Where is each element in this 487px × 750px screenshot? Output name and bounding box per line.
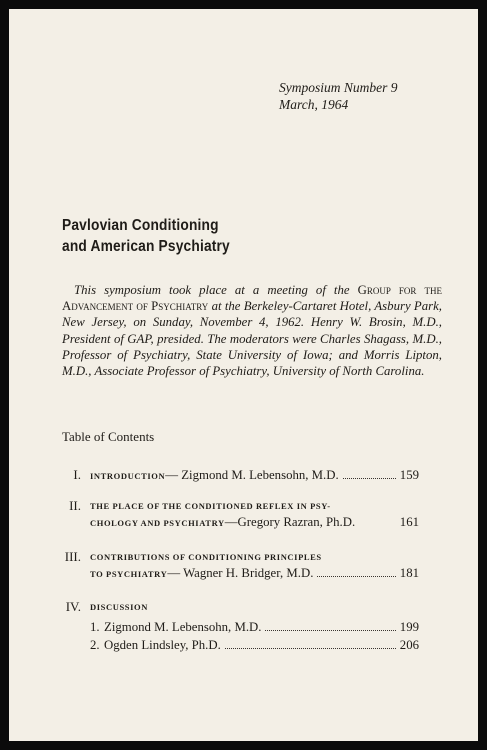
page-title: [62, 215, 230, 257]
toc-entry-number: II.: [69, 498, 81, 513]
title-line-2: and American Psychiatry: [62, 238, 230, 255]
toc-entry-author: — Zigmond M. Lebensohn, M.D.: [165, 468, 339, 482]
toc-subentry-page: 199: [399, 620, 419, 634]
symposium-number: Symposium Number 9: [279, 80, 398, 95]
document-page: [9, 9, 478, 741]
intro-part-2: at the Berkeley-Cartaret Hotel, Asbury Park, New Jersey, on Sunday, November 4, 1962. Henry W. Brosin, M.D., President of GAP, presided. The moderators were Charles Shagass, M.D., Professor of Psychiatry, State University of Iowa; and Morris Lipton, M.D., Associate Professor of Psychiatry, University of North Carolina.: [62, 299, 442, 379]
toc-subentry-number: 1.: [90, 620, 100, 634]
leader-dots: [265, 629, 395, 631]
symposium-date: March, 1964: [279, 97, 349, 112]
toc-heading: Table of Contents: [62, 429, 155, 444]
toc-entry-author: — Wagner H. Bridger, M.D.: [167, 566, 314, 580]
toc-entry-title-line-2: TO PSYCHIATRY: [90, 569, 168, 579]
toc-entry-page: 181: [399, 566, 419, 580]
toc-entry-title-line-2: CHOLOGY AND PSYCHIATRY: [90, 518, 225, 528]
intro-organization: Group for the Advancement of Psychiatry: [62, 283, 442, 314]
toc-entry-title-line-1: CONTRIBUTIONS OF CONDITIONING PRINCIPLES: [90, 552, 322, 562]
intro-part-1: This symposium took place at a meeting of the: [74, 283, 358, 297]
leader-dots: [225, 647, 396, 649]
toc-entry-page: 161: [399, 515, 419, 529]
toc-entry-page: 159: [399, 468, 419, 482]
toc-entry-author: —Gregory Razran, Ph.D.: [224, 515, 356, 529]
toc-entry-number: IV.: [65, 599, 81, 614]
toc-entry-number: III.: [64, 549, 81, 564]
toc-subentry-author: Ogden Lindsley, Ph.D.: [104, 638, 221, 652]
toc-entry-title-line-1: THE PLACE OF THE CONDITIONED REFLEX IN PSY-: [90, 501, 331, 511]
toc-entry-number: I.: [73, 467, 81, 482]
title-line-1: Pavlovian Conditioning: [62, 217, 219, 234]
toc-subentry-author: Zigmond M. Lebensohn, M.D.: [104, 620, 262, 634]
intro-paragraph: [62, 282, 442, 379]
leader-dots: [317, 575, 395, 577]
toc-entry-title: DISCUSSION: [90, 602, 148, 612]
toc-subentry-number: 2.: [90, 638, 100, 652]
leader-dots: [343, 477, 396, 479]
toc-subentry-page: 206: [399, 638, 419, 652]
symposium-header: [279, 79, 398, 113]
toc-entry-title: INTRODUCTION: [90, 471, 166, 481]
